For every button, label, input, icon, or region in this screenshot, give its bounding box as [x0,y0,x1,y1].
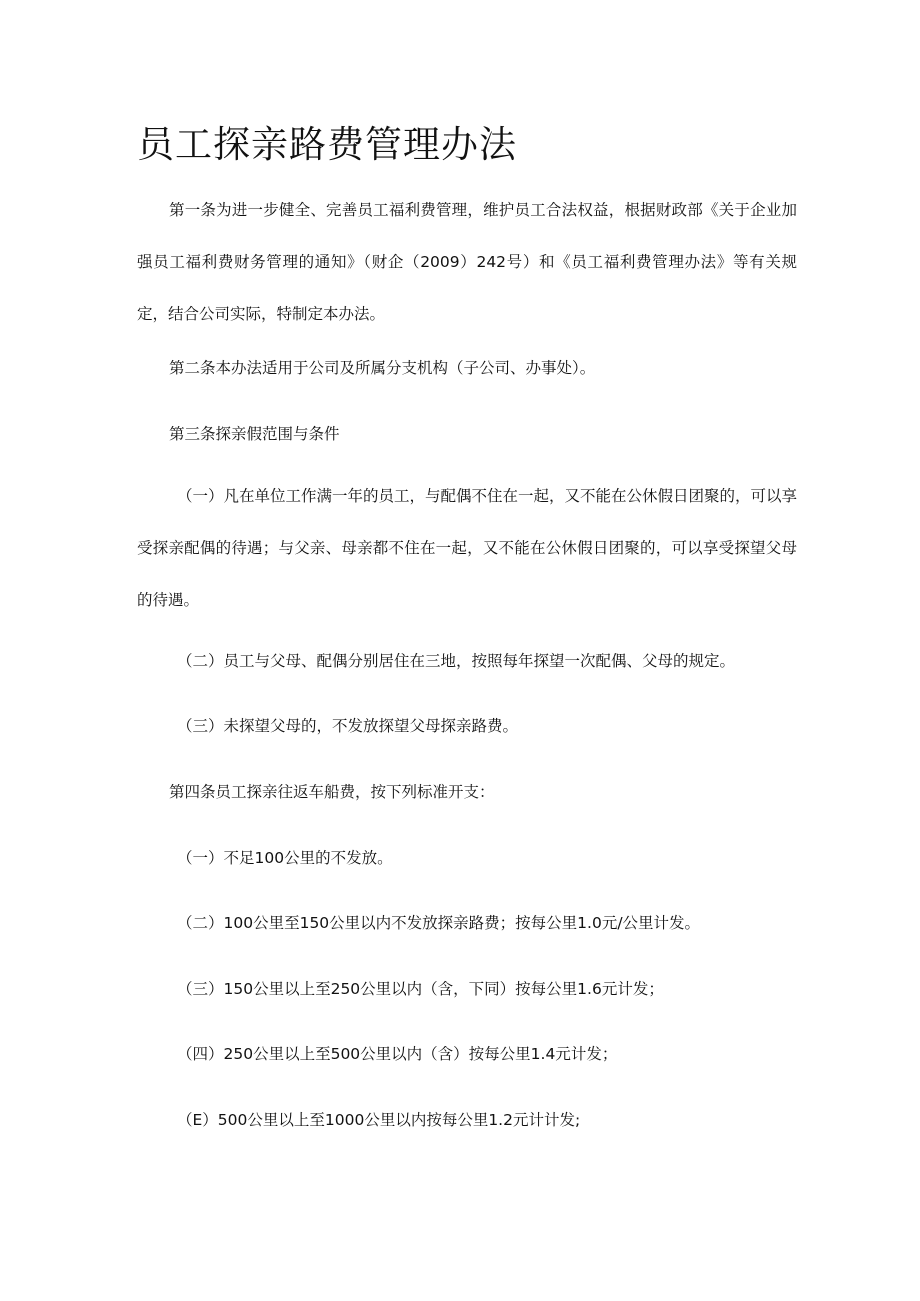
article-4-item-1: （一）不足100公里的不发放。 [177,849,393,867]
page-title: 员工探亲路费管理办法 [137,123,517,166]
article-2-paragraph: 第二条本办法适用于公司及所属分支机构（子公司、办事处）。 [169,359,596,377]
article-1-paragraph: 第一条为进一步健全、完善员工福利费管理，维护员工合法权益，根据财政部《关于企业加强员工福利费财务管理的通知》（财企（2009）242号）和《员工福利费管理办法》等有关规定，结合公司实际，特制定本办法。 [137,201,797,323]
article-4-item-4: （四）250公里以上至500公里以内（含）按每公里1.4元计发； [177,1045,618,1063]
article-4-item-3: （三）150公里以上至250公里以内（含，下同）按每公里1.6元计发； [177,980,664,998]
article-3-item-1: （一）凡在单位工作满一年的员工，与配偶不住在一起，又不能在公休假日团聚的，可以享受探亲配偶的待遇；与父亲、母亲都不住在一起，又不能在公休假日团聚的，可以享受探望父母的待遇。 [137,487,798,609]
article-3-heading: 第三条探亲假范围与条件 [169,425,340,443]
article-3-item-3: （三）未探望父母的，不发放探望父母探亲路费。 [177,717,519,735]
article-4-heading: 第四条员工探亲往返车船费，按下列标准开支： [169,783,495,801]
article-4-item-2: （二）100公里至150公里以内不发放探亲路费；按每公里1.0元/公里计发。 [177,914,701,932]
article-4-item-5: （E）500公里以上至1000公里以内按每公里1.2元计计发; [177,1111,581,1129]
article-3-item-2: （二）员工与父母、配偶分别居住在三地，按照每年探望一次配偶、父母的规定。 [177,652,736,670]
